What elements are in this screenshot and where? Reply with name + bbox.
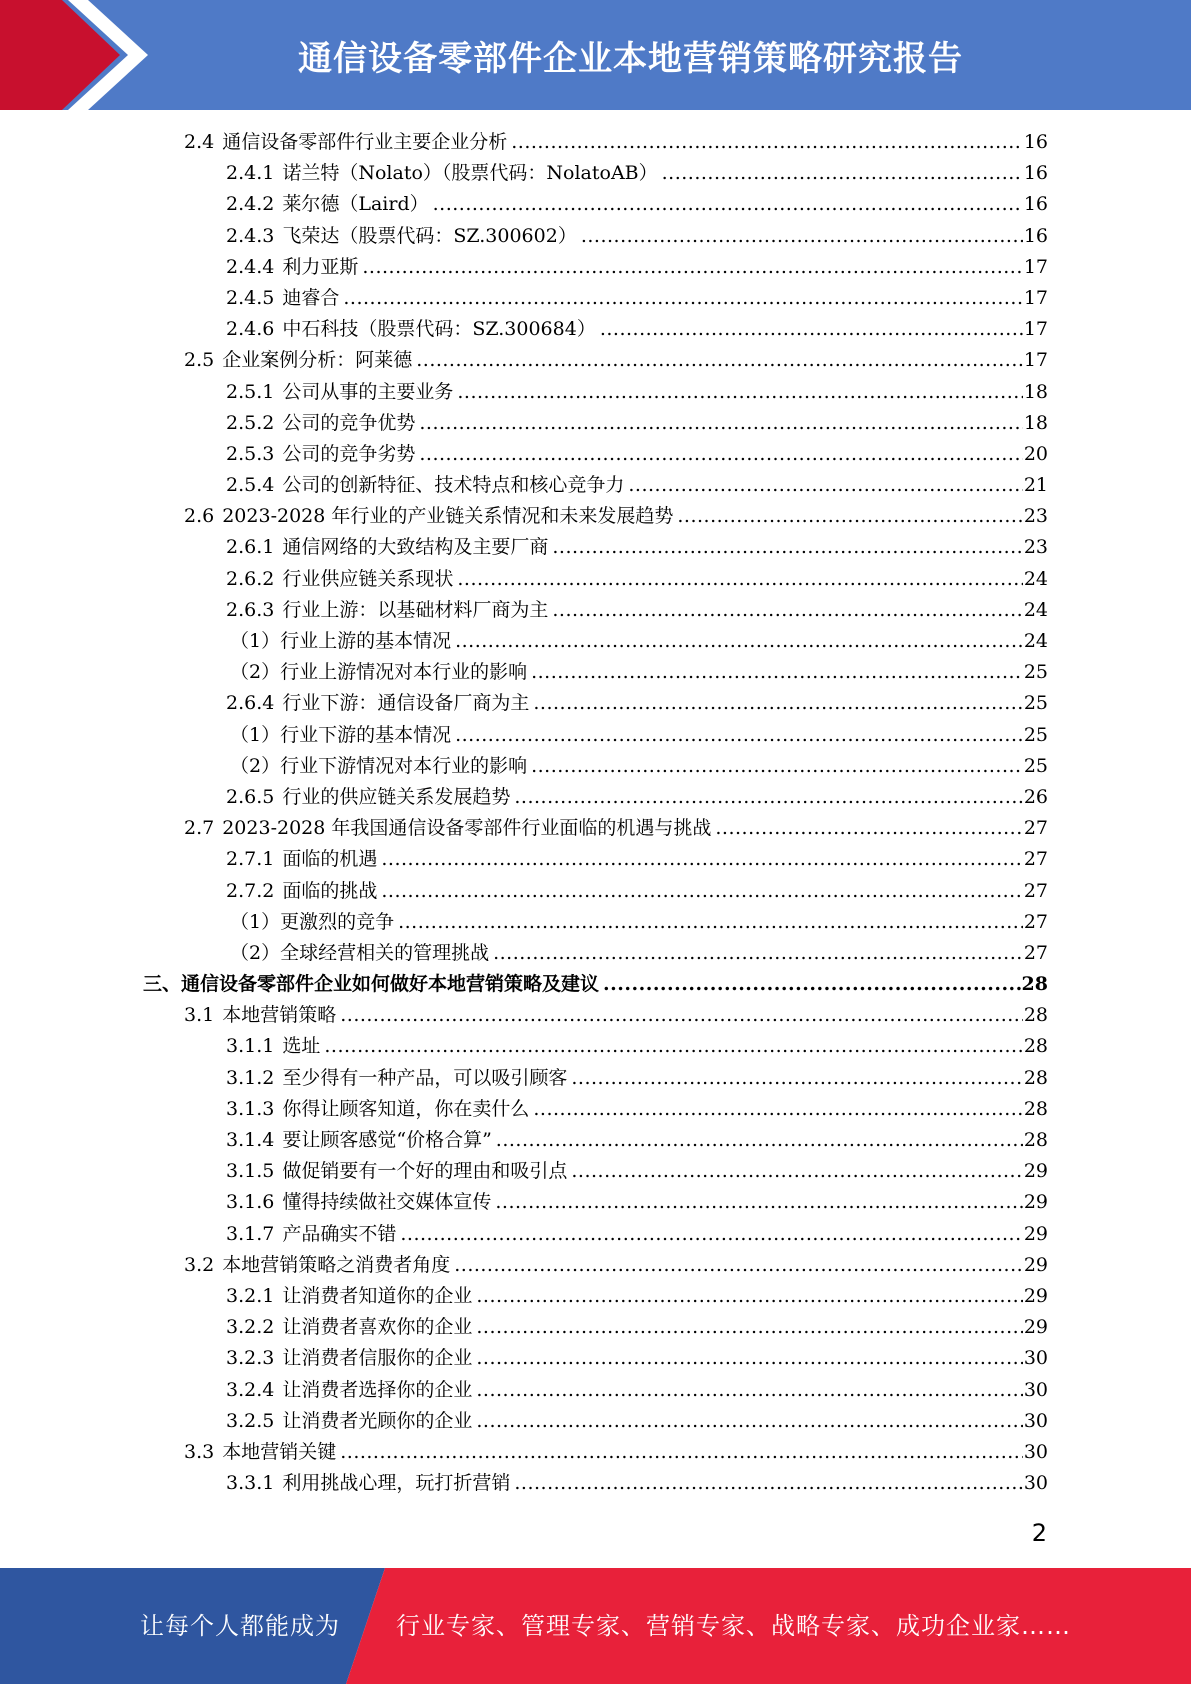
toc-entry-page: 27: [1023, 817, 1048, 840]
toc-dot-leader: [457, 564, 1022, 595]
toc-entry-page: 27: [1023, 910, 1048, 933]
toc-dot-leader: [533, 1094, 1022, 1125]
toc-entry-page: 25: [1023, 723, 1048, 746]
toc-entry-title: 中石科技（股票代码：SZ.300684）: [282, 318, 596, 341]
toc-entry-page: 21: [1023, 474, 1048, 497]
toc-entry-number: 2.6.4: [226, 692, 275, 715]
toc-entry-page: 30: [1023, 1472, 1048, 1495]
toc-entry-title: 本地营销策略: [222, 1004, 337, 1027]
toc-entry-number: 2.5: [184, 349, 215, 372]
toc-entry[interactable]: [0, 127, 1191, 158]
toc-entry-title: 迪睿合: [282, 286, 340, 309]
toc-entry[interactable]: [0, 688, 1191, 719]
toc-entry-title: 面临的机遇: [282, 848, 378, 871]
toc-dot-leader: [340, 1000, 1023, 1031]
toc-entry-title: （1）更激烈的竞争: [230, 910, 395, 933]
toc-entry[interactable]: [0, 876, 1191, 907]
toc-entry[interactable]: [0, 595, 1191, 626]
toc-entry-page: 30: [1023, 1440, 1048, 1463]
toc-dot-leader: [457, 377, 1022, 408]
toc-entry-number: 2.6.2: [226, 567, 275, 590]
toc-dot-leader: [362, 252, 1022, 283]
toc-dot-leader: [419, 439, 1022, 470]
toc-entry-number: 2.5.3: [226, 442, 275, 465]
toc-entry-title: （2）行业上游情况对本行业的影响: [230, 661, 528, 684]
toc-dot-leader: [603, 969, 1021, 1000]
report-title: 通信设备零部件企业本地营销策略研究报告: [298, 38, 963, 79]
toc-entry-title: 选址: [282, 1035, 321, 1058]
toc-dot-leader: [493, 938, 1023, 969]
toc-entry-number: 3.1.6: [226, 1191, 275, 1214]
toc-dot-leader: [533, 688, 1022, 719]
toc-entry-number: 3.1.7: [226, 1222, 275, 1245]
toc-dot-leader: [514, 782, 1022, 813]
toc-entry-page: 29: [1023, 1222, 1048, 1245]
toc-entry-page: 26: [1023, 785, 1048, 808]
toc-entry[interactable]: [0, 1094, 1191, 1125]
toc-entry[interactable]: [0, 720, 1191, 751]
toc-entry[interactable]: [0, 1281, 1191, 1312]
toc-entry[interactable]: [0, 1187, 1191, 1218]
toc-entry-number: 2.4: [184, 131, 215, 153]
page-header: [0, 0, 1191, 110]
toc-dot-leader: [455, 626, 1023, 657]
toc-entry[interactable]: [0, 782, 1191, 813]
toc-entry[interactable]: [0, 189, 1191, 220]
toc-entry-title: 诺兰特（Nolato）（股票代码：NolatoAB）: [282, 162, 658, 185]
toc-entry-number: 2.4.5: [226, 286, 275, 309]
toc-entry-number: 2.6.3: [226, 598, 275, 621]
toc-entry[interactable]: [0, 1219, 1191, 1250]
toc-entry-page: 29: [1023, 1316, 1048, 1339]
toc-entry[interactable]: [0, 532, 1191, 563]
toc-dot-leader: [600, 314, 1023, 345]
toc-entry-number: 3.1.2: [226, 1066, 275, 1089]
toc-entry-page: 30: [1023, 1378, 1048, 1401]
toc-entry-title: 本地营销关键: [222, 1440, 337, 1463]
toc-entry[interactable]: [0, 751, 1191, 782]
toc-entry-page: 29: [1023, 1253, 1048, 1276]
toc-dot-leader: [628, 470, 1022, 501]
toc-entry-page: 17: [1023, 318, 1048, 341]
toc-dot-leader: [381, 844, 1022, 875]
toc-entry-page: 25: [1023, 661, 1048, 684]
toc-entry-title: 要让顾客感觉“价格合算”: [282, 1129, 492, 1151]
toc-dot-leader: [531, 657, 1023, 688]
toc-entry-title: 莱尔德（Laird）: [282, 193, 429, 216]
toc-entry-title: 本地营销策略之消费者角度: [222, 1253, 451, 1276]
toc-entry-number: 3.2.3: [226, 1347, 275, 1370]
toc-entry-number: 3.1.3: [226, 1097, 275, 1120]
toc-entry[interactable]: [0, 1312, 1191, 1343]
toc-entry[interactable]: [0, 252, 1191, 283]
toc-entry-number: 3.2: [184, 1253, 215, 1276]
toc-entry-title: 通信网络的大致结构及主要厂商: [282, 536, 549, 559]
toc-dot-leader: [454, 1250, 1023, 1281]
toc-entry-page: 16: [1023, 193, 1048, 216]
toc-entry[interactable]: [0, 1343, 1191, 1374]
toc-entry-page: 20: [1023, 442, 1048, 465]
toc-entry[interactable]: [0, 564, 1191, 595]
toc-entry-title: （1）行业上游的基本情况: [230, 630, 452, 652]
toc-dot-leader: [476, 1281, 1022, 1312]
toc-entry-title: 行业供应链关系现状: [282, 567, 454, 590]
toc-entry-number: 2.4.2: [226, 193, 275, 216]
toc-entry[interactable]: [0, 1468, 1191, 1499]
toc-entry-title: 懂得持续做社交媒体宣传: [282, 1191, 492, 1214]
toc-dot-leader: [324, 1031, 1022, 1062]
chevron-arrow-icon: [0, 0, 160, 110]
toc-entry-page: 24: [1023, 567, 1048, 590]
toc-entry-title: 让消费者知道你的企业: [282, 1284, 473, 1307]
toc-entry[interactable]: [0, 1031, 1191, 1062]
toc-entry[interactable]: [0, 345, 1191, 376]
toc-dot-leader: [400, 1219, 1022, 1250]
toc-entry-title: 行业上游：以基础材料厂商为主: [282, 598, 549, 621]
toc-entry-title: 飞荣达（股票代码：SZ.300602）: [282, 224, 577, 247]
toc-entry-title: 公司的竞争劣势: [282, 442, 416, 465]
toc-entry-title: 让消费者信服你的企业: [282, 1347, 473, 1370]
toc-entry[interactable]: [0, 470, 1191, 501]
toc-entry-title: 通信设备零部件行业主要企业分析: [222, 131, 508, 153]
toc-entry-number: 2.6.5: [226, 785, 275, 808]
toc-entry-title: （2）全球经营相关的管理挑战: [230, 941, 490, 964]
toc-entry-title: 行业下游：通信设备厂商为主: [282, 692, 530, 715]
toc-dot-leader: [715, 813, 1022, 844]
toc-dot-leader: [552, 595, 1022, 626]
toc-entry-page: 18: [1023, 411, 1048, 434]
toc-entry-page: 16: [1023, 224, 1048, 247]
toc-entry-page: 25: [1023, 754, 1048, 777]
toc-entry[interactable]: [0, 439, 1191, 470]
toc-dot-leader: [581, 221, 1023, 252]
toc-entry[interactable]: [0, 1063, 1191, 1094]
toc-dot-leader: [381, 876, 1022, 907]
toc-entry-title: 公司从事的主要业务: [282, 380, 454, 403]
footer-slogan-right: 行业专家、管理专家、营销专家、战略专家、成功企业家……: [396, 1612, 1071, 1640]
toc-dot-leader: [343, 283, 1022, 314]
toc-dot-leader: [677, 501, 1022, 532]
table-of-contents: [0, 127, 1191, 1499]
toc-dot-leader: [496, 1125, 1023, 1156]
toc-entry-number: 2.5.1: [226, 380, 275, 403]
toc-dot-leader: [340, 1437, 1023, 1468]
toc-entry-page: 17: [1023, 286, 1048, 309]
toc-entry-title: 公司的竞争优势: [282, 411, 416, 434]
toc-entry-number: 2.4.6: [226, 318, 275, 341]
toc-entry-number: 3.2.4: [226, 1378, 275, 1401]
toc-entry[interactable]: [0, 221, 1191, 252]
toc-entry-page: 29: [1023, 1284, 1048, 1307]
toc-entry-title: 企业案例分析：阿莱德: [222, 349, 413, 372]
toc-entry-number: 2.5.2: [226, 411, 275, 434]
toc-entry[interactable]: [0, 501, 1191, 532]
toc-entry-page: 28: [1023, 1035, 1048, 1058]
toc-entry[interactable]: [0, 813, 1191, 844]
toc-entry-title: 公司的创新特征、技术特点和核心竞争力: [282, 474, 625, 497]
toc-dot-leader: [476, 1375, 1022, 1406]
toc-entry[interactable]: [0, 907, 1191, 938]
toc-entry-page: 18: [1023, 380, 1048, 403]
toc-dot-leader: [571, 1156, 1022, 1187]
toc-entry[interactable]: [0, 158, 1191, 189]
toc-entry-number: 2.4.3: [226, 224, 275, 247]
toc-entry[interactable]: [0, 1437, 1191, 1468]
toc-entry-number: 3.1.4: [226, 1129, 275, 1151]
toc-entry-page: 27: [1023, 848, 1048, 871]
toc-entry-number: 3.1.1: [226, 1035, 275, 1058]
toc-dot-leader: [455, 720, 1023, 751]
toc-dot-leader: [476, 1406, 1022, 1437]
toc-entry-number: 3.1: [184, 1004, 215, 1027]
toc-entry[interactable]: [0, 408, 1191, 439]
toc-entry-page: 17: [1023, 255, 1048, 278]
toc-entry-number: 2.4.1: [226, 162, 275, 185]
toc-entry[interactable]: [0, 844, 1191, 875]
toc-dot-leader: [476, 1312, 1022, 1343]
toc-entry-page: 29: [1023, 1160, 1048, 1183]
toc-entry-title: 利用挑战心理，玩打折营销: [282, 1472, 511, 1495]
toc-entry-number: 3.3.1: [226, 1472, 275, 1495]
toc-entry-number: 3.2.1: [226, 1284, 275, 1307]
toc-entry-number: 3.1.5: [226, 1160, 275, 1183]
toc-entry-title: 面临的挑战: [282, 879, 378, 902]
toc-entry-page: 16: [1023, 162, 1048, 185]
toc-entry[interactable]: [0, 1000, 1191, 1031]
toc-entry-number: 2.6: [184, 505, 215, 528]
toc-entry[interactable]: [0, 1375, 1191, 1406]
toc-entry[interactable]: [0, 377, 1191, 408]
toc-entry[interactable]: [0, 657, 1191, 688]
toc-entry-page: 23: [1023, 536, 1048, 559]
toc-entry-page: 24: [1023, 630, 1048, 652]
toc-dot-leader: [571, 1063, 1022, 1094]
toc-entry-number: 2.7.1: [226, 848, 275, 871]
toc-entry-title: 至少得有一种产品，可以吸引顾客: [282, 1066, 568, 1089]
footer-slogan-left: 让每个人都能成为: [140, 1612, 340, 1640]
toc-entry-title: （2）行业下游情况对本行业的影响: [230, 754, 528, 777]
page-number: 2: [1031, 1519, 1047, 1547]
toc-entry-page: 28: [1023, 1066, 1048, 1089]
toc-entry-number: 2.7.2: [226, 879, 275, 902]
toc-entry-page: 29: [1023, 1191, 1048, 1214]
toc-entry-page: 17: [1023, 349, 1048, 372]
toc-dot-leader: [662, 158, 1023, 189]
toc-entry-title: 利力亚斯: [282, 255, 359, 278]
toc-entry-title: 产品确实不错: [282, 1222, 397, 1245]
toc-entry-title: 2023-2028 年我国通信设备零部件行业面临的机遇与挑战: [222, 817, 712, 840]
toc-entry[interactable]: [0, 626, 1191, 657]
toc-entry-title: 三、通信设备零部件企业如何做好本地营销策略及建议: [143, 973, 600, 996]
toc-entry[interactable]: [0, 1125, 1191, 1156]
toc-dot-leader: [511, 127, 1023, 158]
toc-entry-page: 30: [1023, 1347, 1048, 1370]
toc-entry-title: 让消费者喜欢你的企业: [282, 1316, 473, 1339]
toc-dot-leader: [495, 1187, 1022, 1218]
toc-entry-number: 3.3: [184, 1440, 215, 1463]
toc-entry-title: （1）行业下游的基本情况: [230, 723, 452, 746]
toc-entry-page: 24: [1023, 598, 1048, 621]
toc-entry-page: 16: [1023, 131, 1048, 153]
toc-entry[interactable]: [0, 938, 1191, 969]
toc-dot-leader: [476, 1343, 1022, 1374]
toc-entry-page: 28: [1023, 1097, 1048, 1120]
toc-dot-leader: [552, 532, 1022, 563]
toc-entry-title: 你得让顾客知道，你在卖什么: [282, 1097, 530, 1120]
toc-entry-page: 28: [1023, 1004, 1048, 1027]
toc-entry-number: 3.2.5: [226, 1409, 275, 1432]
toc-entry-page: 28: [1021, 973, 1048, 996]
toc-entry[interactable]: [0, 1156, 1191, 1187]
toc-entry-page: 30: [1023, 1409, 1048, 1432]
toc-entry-number: 2.6.1: [226, 536, 275, 559]
toc-entry-title: 2023-2028 年行业的产业链关系情况和未来发展趋势: [222, 505, 674, 528]
toc-entry-number: 2.7: [184, 817, 215, 840]
toc-entry-page: 27: [1023, 879, 1048, 902]
toc-entry-page: 27: [1023, 941, 1048, 964]
toc-dot-leader: [419, 408, 1022, 439]
toc-dot-leader: [531, 751, 1023, 782]
toc-entry-title: 做促销要有一个好的理由和吸引点: [282, 1160, 568, 1183]
toc-dot-leader: [416, 345, 1023, 376]
toc-entry-page: 25: [1023, 692, 1048, 715]
toc-entry-number: 2.5.4: [226, 474, 275, 497]
page-footer: [0, 1568, 1191, 1684]
toc-entry[interactable]: [0, 1406, 1191, 1437]
toc-entry-number: 3.2.2: [226, 1316, 275, 1339]
toc-dot-leader: [398, 907, 1023, 938]
toc-entry-title: 让消费者光顾你的企业: [282, 1409, 473, 1432]
toc-entry[interactable]: [0, 1250, 1191, 1281]
toc-entry-title: 行业的供应链关系发展趋势: [282, 785, 511, 808]
toc-entry[interactable]: [0, 969, 1191, 1000]
toc-entry-page: 28: [1023, 1129, 1048, 1151]
toc-entry[interactable]: [0, 314, 1191, 345]
toc-entry[interactable]: [0, 283, 1191, 314]
toc-entry-title: 让消费者选择你的企业: [282, 1378, 473, 1401]
toc-entry-number: 2.4.4: [226, 255, 275, 278]
toc-dot-leader: [433, 189, 1023, 220]
toc-entry-page: 23: [1023, 505, 1048, 528]
toc-dot-leader: [514, 1468, 1022, 1499]
